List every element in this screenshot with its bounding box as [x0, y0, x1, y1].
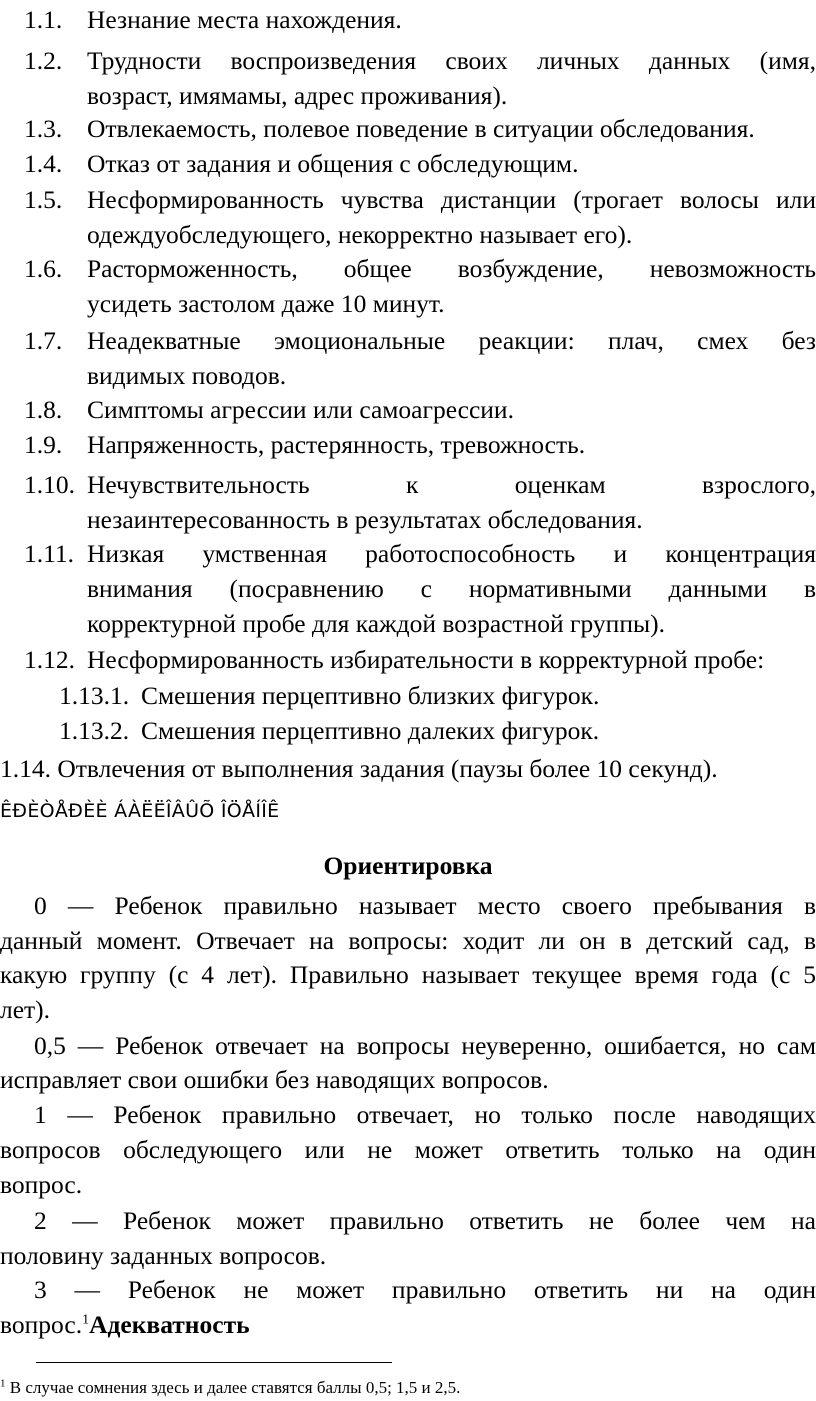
list-item	[0, 111, 816, 146]
sublist-item-number: 1.13.2.	[59, 716, 130, 745]
list-item-text: Трудности воспроизведения своих личных данных (имя,	[87, 46, 816, 75]
list-item	[0, 323, 816, 393]
list-item-number: 1.2.	[24, 46, 63, 75]
sublist-item-text: Смешения перцептивно далеких фигурок.	[141, 716, 600, 745]
score-paragraph-line: 3 — Ребенок не может правильно ответить ни на один	[34, 1275, 816, 1304]
list-item-text: видимых поводов.	[87, 361, 287, 390]
list-item-number: 1.1.	[24, 5, 63, 34]
list-item	[0, 536, 816, 641]
sublist-item	[0, 678, 816, 713]
list-item-text: Расторможенность, общее возбуждение, невозможность	[87, 254, 816, 283]
footnote	[0, 1377, 460, 1399]
list-item-1-14: 1.14. Отвлечения от выполнения задания (паузы более 10 секунд).	[0, 754, 718, 783]
score-paragraph-line: данный момент. Отвечает на вопросы: ходит ли он в детский сад, в	[0, 926, 816, 955]
footnote-text: В случае сомнения здесь и далее ставятся баллы 0,5; 1,5 и 2,5.	[9, 1378, 461, 1397]
list-item	[0, 2, 816, 37]
list-item	[0, 43, 816, 113]
footnote-separator	[36, 1362, 392, 1363]
list-item-text: одеждуобследующего, некорректно называет его).	[87, 220, 633, 249]
list-item-text: Напряженность, растерянность, тревожность.	[87, 430, 586, 459]
list-item-text: внимания (посравнению с нормативными данными в	[87, 574, 816, 603]
list-item-text: усидеть застолом даже 10 минут.	[87, 289, 445, 318]
list-item	[0, 642, 816, 677]
next-section-heading: Адекватность	[89, 1310, 250, 1339]
score-paragraph-line: 1 — Ребенок правильно отвечает, но только после наводящих	[34, 1100, 816, 1129]
score-paragraph-line: 0,5 — Ребенок отвечает на вопросы неуверенно, ошибается, но сам	[34, 1031, 816, 1060]
score-paragraph-line: лет).	[0, 995, 51, 1024]
list-item-text: Нечувствительность к оценкам взрослого,	[87, 470, 816, 499]
list-item	[0, 392, 816, 427]
list-item-number: 1.12.	[24, 645, 75, 674]
garbled-heading: ÊÐÈÒÅÐÈÈ ÁÀËËÎÂÛÕ ÎÖÅÍÎÊ	[0, 800, 280, 822]
list-item	[0, 427, 816, 462]
list-item-number: 1.9.	[24, 430, 63, 459]
list-item-number: 1.3.	[24, 114, 63, 143]
list-item-text: незаинтересованность в результатах обследования.	[87, 505, 643, 534]
list-item-number: 1.11.	[24, 539, 75, 568]
list-item-text: Отказ от задания и общения с обследующим.	[87, 149, 579, 178]
score-paragraph-line: вопросов обследующего или не может ответить только на один	[0, 1135, 816, 1164]
sublist-item-number: 1.13.1.	[59, 681, 130, 710]
list-item	[0, 182, 816, 252]
list-item-text: Незнание места нахождения.	[87, 5, 402, 34]
list-item-text: Отвлекаемость, полевое поведение в ситуации обследования.	[87, 114, 755, 143]
list-item-text: Неадекватные эмоциональные реакции: плач, смех без	[87, 326, 816, 355]
score-paragraph-line: 2 — Ребенок может правильно ответить не более чем на	[34, 1206, 816, 1235]
score-paragraph-line: 0 — Ребенок правильно называет место своего пребывания в	[34, 891, 816, 920]
list-item-number: 1.10.	[24, 470, 75, 499]
list-item	[0, 467, 816, 537]
list-item	[0, 146, 816, 181]
list-item-text: Низкая умственная работоспособность и концентрация	[87, 539, 816, 568]
list-item-number: 1.5.	[24, 185, 63, 214]
score-paragraph-line: исправляет свои ошибки без наводящих вопросов.	[0, 1065, 549, 1094]
list-item-number: 1.6.	[24, 254, 63, 283]
score-paragraph-text: вопрос.	[0, 1310, 83, 1339]
list-item-number: 1.7.	[24, 326, 63, 355]
list-item-number: 1.4.	[24, 149, 63, 178]
sublist-item	[0, 713, 816, 748]
list-item-text: корректурной пробе для каждой возрастной группы).	[87, 609, 665, 638]
section-heading: Ориентировка	[323, 851, 493, 880]
footnote-reference[interactable]: 1	[82, 1312, 90, 1328]
list-item	[0, 251, 816, 321]
score-paragraph-line: вопрос.	[0, 1170, 83, 1199]
score-paragraph-line: половину заданных вопросов.	[0, 1241, 327, 1270]
list-item-text: Несформированность избирательности в корректурной пробе:	[87, 645, 765, 674]
list-item-text: возраст, имямамы, адрес проживания).	[87, 81, 508, 110]
list-item-number: 1.8.	[24, 395, 63, 424]
list-item-text: Несформированность чувства дистанции (трогает волосы или	[87, 185, 816, 214]
list-item-text: Симптомы агрессии или самоагрессии.	[87, 395, 514, 424]
footnote-mark: 1	[0, 1377, 6, 1390]
score-paragraph-line: какую группу (с 4 лет). Правильно называет текущее время года (с 5	[0, 960, 816, 989]
sublist-item-text: Смешения перцептивно близких фигурок.	[141, 681, 600, 710]
score-paragraph-line	[0, 1307, 250, 1342]
